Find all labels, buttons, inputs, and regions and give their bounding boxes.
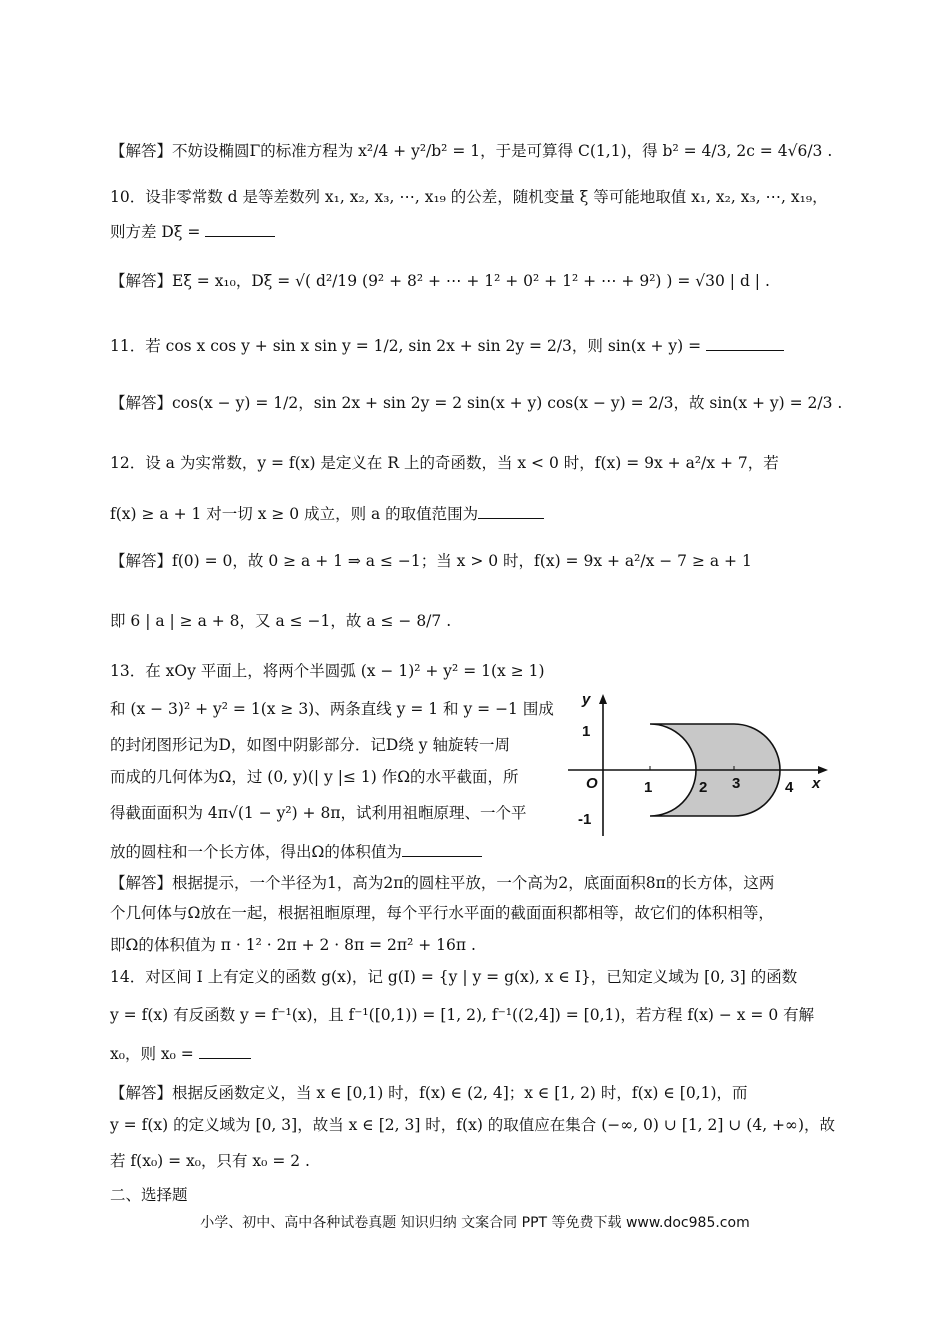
question-14-text: x₀，则 x₀ = [110,1045,199,1063]
answer-11: 【解答】cos(x − y) = 1/2，sin 2x + sin 2y = 2 sin(x + y) cos(x − y) = 2/3，故 sin(x + y) = 2/3 . [110,394,843,412]
question-13-line3: 的封闭图形记为D，如图中阴影部分．记D绕 y 轴旋转一周 [110,736,510,754]
answer-13-line2: 个几何体与Ω放在一起，根据祖暅原理，每个平行水平面的截面面积都相等，故它们的体积相等， [110,904,774,922]
question-14-line3 [110,1042,251,1065]
tick-label-2: 2 [699,779,708,796]
answer-12-line2: 即 6 | a | ≥ a + 8，又 a ≤ −1，故 a ≤ − 8/7 . [110,612,452,630]
question-14-line1: 14．对区间 I 上有定义的函数 g(x)，记 g(I) = {y | y = g(x), x ∈ I}，已知定义域为 [0, 3] 的函数 [110,968,798,986]
question-13-line2: 和 (x − 3)² + y² = 1(x ≥ 3)、两条直线 y = 1 和 y = −1 围成 [110,700,554,718]
answer-10: 【解答】Eξ = x₁₀，Dξ = √( d²/19 (9² + 8² + ⋯ + 1² + 0² + 1² + ⋯ + 9²) ) = √30 | d | . [110,272,770,290]
answer-12-line1: 【解答】f(0) = 0，故 0 ≥ a + 1 ⇒ a ≤ −1；当 x > 0 时，f(x) = 9x + a²/x − 7 ≥ a + 1 [110,552,752,570]
answer-blank [199,1042,251,1059]
answer-13-line3: 即Ω的体积值为 π · 1² · 2π + 2 · 8π = 2π² + 16π . [110,936,476,954]
question-12-line1: 12．设 a 为实常数，y = f(x) 是定义在 R 上的奇函数，当 x < 0 时，f(x) = 9x + a²/x + 7，若 [110,454,779,472]
tick-label-ym1: -1 [578,811,592,828]
question-11-text: 11．若 cos x cos y + sin x sin y = 1/2, sin 2x + sin 2y = 2/3，则 sin(x + y) = [110,337,707,355]
question-12-line2 [110,502,544,525]
answer-blank [205,220,275,237]
x-axis-label: x [812,775,821,792]
question-13-line1: 13．在 xOy 平面上，将两个半圆弧 (x − 1)² + y² = 1(x ≥ 1) [110,662,545,680]
answer-blank [402,840,482,857]
answer-14-line1: 【解答】根据反函数定义，当 x ∈ [0,1) 时，f(x) ∈ (2, 4]；x ∈ [1, 2) 时，f(x) ∈ [0,1)，而 [110,1084,748,1102]
footer-link-text[interactable]: 小学、初中、高中各种试卷真题 知识归纳 文案合同 PPT 等免费下载 www.doc985.com [200,1215,750,1231]
answer-14-line2: y = f(x) 的定义域为 [0, 3]，故当 x ∈ [2, 3] 时，f(x) 的取值应在集合 (−∞, 0) ∪ [1, 2] ∪ (4, +∞)，故 [110,1116,835,1134]
answer-blank [706,334,784,351]
y-axis-label: y [582,691,591,708]
question-10-line2 [110,220,275,243]
section-heading: 二、选择题 [110,1186,188,1204]
question-11 [110,334,784,357]
question-13-line5: 得截面面积为 4π√(1 − y²) + 8π，试利用祖暅原理、一个平 [110,804,527,822]
x-axis-arrow-icon [818,766,828,774]
tick-label-1: 1 [644,779,653,796]
question-12-text: f(x) ≥ a + 1 对一切 x ≥ 0 成立，则 a 的取值范围为 [110,505,479,523]
question-10-line1: 10．设非零常数 d 是等差数列 x₁, x₂, x₃, ⋯, x₁₉ 的公差，随机变量 ξ 等可能地取值 x₁, x₂, x₃, ⋯, x₁₉， [110,188,828,206]
question-14-line2: y = f(x) 有反函数 y = f⁻¹(x)，且 f⁻¹([0,1)) = [1, 2), f⁻¹((2,4]) = [0,1)，若方程 f(x) − x = 0 有解 [110,1006,815,1024]
question-13-line6 [110,840,482,863]
tick-label-y1: 1 [582,723,591,740]
origin-label: O [586,775,598,792]
tick-label-4: 4 [785,779,794,796]
question-10-text: 则方差 Dξ = [110,223,206,241]
question-13-text: 放的圆柱和一个长方体，得出Ω的体积值为 [110,843,402,861]
tick-label-3: 3 [732,775,741,792]
y-axis-arrow-icon [599,694,607,704]
question-13-line4: 而成的几何体为Ω，过 (0, y)(| y |≤ 1) 作Ω的水平截面，所 [110,768,519,786]
answer-13-line1: 【解答】根据提示，一个半径为1，高为2π的圆柱平放，一个高为2，底面面积8π的长方体，这两 [110,874,775,892]
answer-14-line3: 若 f(x₀) = x₀，只有 x₀ = 2 . [110,1152,310,1170]
region-figure [566,686,836,846]
answer-9: 【解答】不妨设椭圆Γ的标准方程为 x²/4 + y²/b² = 1，于是可算得 C(1,1)，得 b² = 4/3, 2c = 4√6/3 . [110,142,833,160]
answer-blank [478,502,544,519]
